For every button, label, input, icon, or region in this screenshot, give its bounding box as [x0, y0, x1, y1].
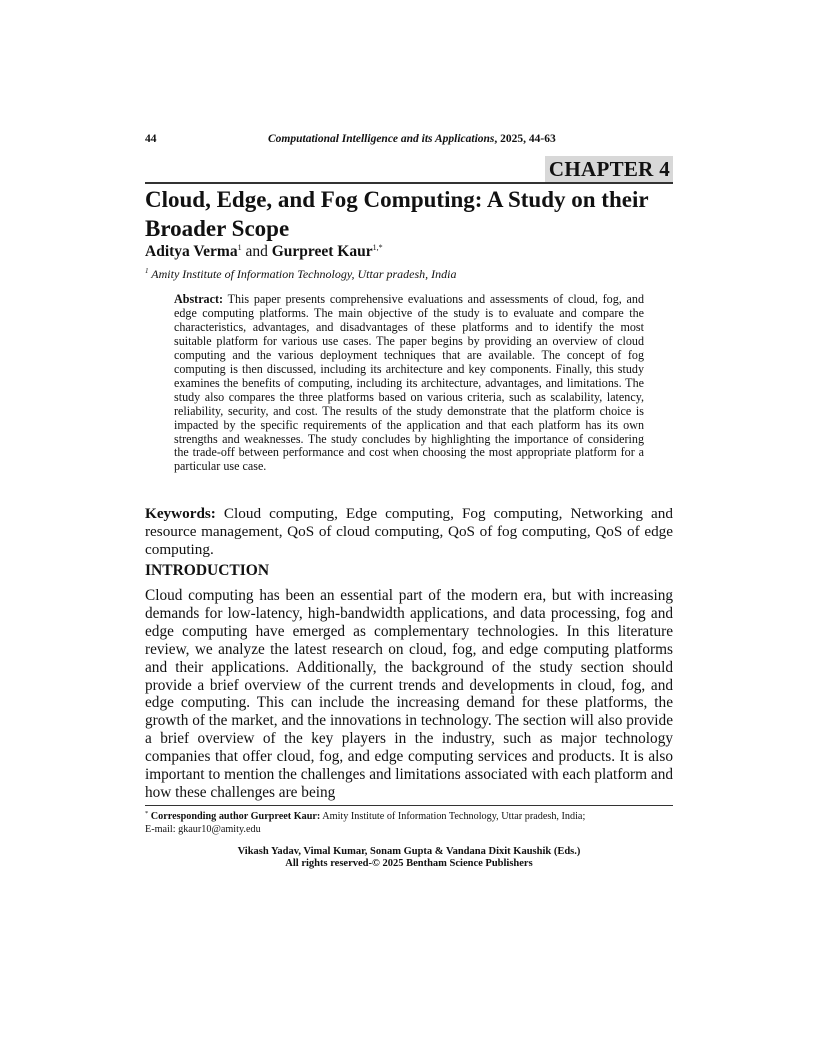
chapter-divider [145, 182, 673, 184]
author-conjunction: and [241, 243, 272, 260]
abstract [174, 293, 644, 474]
editors-line: Vikash Yadav, Vimal Kumar, Sonam Gupta & Vandana Dixit Kaushik (Eds.) [237, 846, 581, 857]
paper-title: Cloud, Edge, and Fog Computing: A Study on their Broader Scope [145, 187, 649, 241]
author-affiliation-mark: 1 [237, 243, 242, 252]
intro-paragraph: Cloud computing has been an essential part of the modern era, but with increasing demands for low-latency, high-bandwidth applications, and data processing, fog and edge computing have emerged as complementary technologies. In this literature review, we analyze the latest research on cloud, fog, and edge computing platforms and their applications. Additionally, the background of the study section should provide a brief overview of the current trends and developments in cloud, fog, and edge computing. This can include the increasing demand for these platforms, the growth of the market, and the innovations in technology. The section will also provide a brief overview of the key players in the industry, such as major technology companies that offer cloud, fog, and edge computing services and products. It is also important to mention the challenges and limitations associated with each platform and how these challenges are being [145, 587, 673, 801]
journal-title: Computational Intelligence and its Applications [268, 133, 495, 145]
footnote-mark: * [145, 810, 149, 817]
keywords [145, 505, 673, 559]
page-number: 44 [145, 133, 157, 145]
section-heading: INTRODUCTION [145, 562, 270, 579]
affiliation-mark: 1 [145, 267, 149, 275]
author-name: Gurpreet Kaur [271, 243, 373, 260]
footnote-label: Corresponding author Gurpreet Kaur: [148, 811, 321, 822]
journal-volume-pages: , 2025, 44-63 [494, 133, 556, 145]
author-name: Aditya Verma [145, 243, 238, 260]
footnote-email: E-mail: gkaur10@amity.edu [145, 823, 261, 835]
publisher-footer [145, 846, 673, 870]
affiliation-text: Amity Institute of Information Technology, Uttar pradesh, India [148, 267, 457, 281]
keywords-text: Cloud computing, Edge computing, Fog computing, Networking and resource management, QoS of cloud computing, QoS of fog computing, QoS of edge computing. [145, 505, 673, 558]
keywords-label: Keywords: [145, 505, 216, 522]
author-affiliation-mark: 1,* [372, 243, 383, 252]
footnote-text: Amity Institute of Information Technology, Uttar pradesh, India; [320, 811, 586, 822]
footnote-divider [145, 805, 673, 806]
author-line [145, 243, 383, 261]
rights-line: All rights reserved-© 2025 Bentham Science Publishers [285, 858, 533, 869]
footnote [145, 808, 673, 836]
abstract-label: Abstract: [174, 292, 224, 306]
journal-citation [268, 133, 556, 145]
abstract-text: This paper presents comprehensive evaluations and assessments of cloud, fog, and edge computing platforms. The main objective of the study is to evaluate and compare the characteristics, advantages, and disadvantages of these platforms and to identify the most suitable platform for various use cases. The paper begins by providing an overview of cloud computing and the various deployment techniques that are available. The concept of fog computing is then discussed, including its architecture and key components. Finally, this study examines the benefits of computing, including its architecture, advantages, and limitations. The study also compares the three platforms based on various criteria, such as scalability, latency, reliability, security, and cost. The results of the study demonstrate that the platform choice is impacted by the specific requirements of the application and that each platform has its own strengths and weaknesses. The study concludes by highlighting the importance of considering the trade-off between performance and cost when choosing the most appropriate platform for a particular use case. [174, 292, 644, 474]
affiliation [145, 267, 457, 282]
chapter-label: CHAPTER 4 [545, 156, 673, 182]
